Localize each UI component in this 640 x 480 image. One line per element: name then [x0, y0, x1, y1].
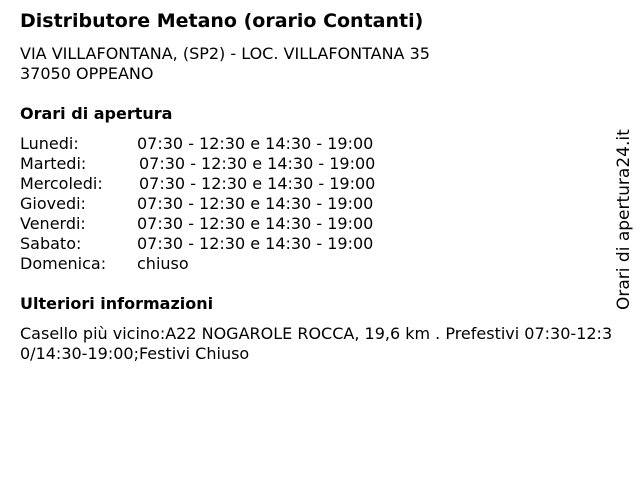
day-label: Sabato: [20, 234, 82, 253]
opening-hours-heading: Orari di apertura [20, 104, 173, 123]
time-range: 07:30 - 12:30 e 14:30 - 19:00 [139, 174, 376, 193]
day-label: Martedi: [20, 154, 87, 173]
day-label: Venerdi: [20, 214, 86, 233]
time-range: 07:30 - 12:30 e 14:30 - 19:00 [139, 154, 376, 173]
site-watermark: Orari di apertura24.it [614, 129, 634, 310]
hours-row-wednesday [20, 174, 375, 194]
day-label: Domenica: [20, 254, 107, 273]
hours-row-sunday [20, 254, 375, 274]
time-range: 07:30 - 12:30 e 14:30 - 19:00 [137, 214, 374, 233]
address [20, 44, 430, 84]
hours-row-saturday [20, 234, 375, 254]
day-label: Mercoledi: [20, 174, 103, 193]
time-range: 07:30 - 12:30 e 14:30 - 19:00 [137, 194, 374, 213]
additional-info-text: Casello più vicino:A22 NOGAROLE ROCCA, 19,6 km . Prefestivi 07:30-12:30/14:30-19:00;Festivi Chiuso [20, 324, 613, 363]
hours-row-monday [20, 134, 375, 154]
day-label: Giovedi: [20, 194, 86, 213]
page-title: Distributore Metano (orario Contanti) [20, 10, 424, 32]
address-line-city: 37050 OPPEANO [20, 64, 154, 83]
opening-hours-table [20, 134, 375, 274]
additional-info-heading: Ulteriori informazioni [20, 294, 214, 313]
time-range: 07:30 - 12:30 e 14:30 - 19:00 [137, 234, 374, 253]
hours-row-friday [20, 214, 375, 234]
hours-row-tuesday [20, 154, 375, 174]
time-range: 07:30 - 12:30 e 14:30 - 19:00 [137, 134, 374, 153]
day-label: Lunedi: [20, 134, 79, 153]
time-range: chiuso [137, 254, 189, 273]
address-line-street: VIA VILLAFONTANA, (SP2) - LOC. VILLAFONTANA 35 [20, 44, 430, 63]
hours-row-thursday [20, 194, 375, 214]
